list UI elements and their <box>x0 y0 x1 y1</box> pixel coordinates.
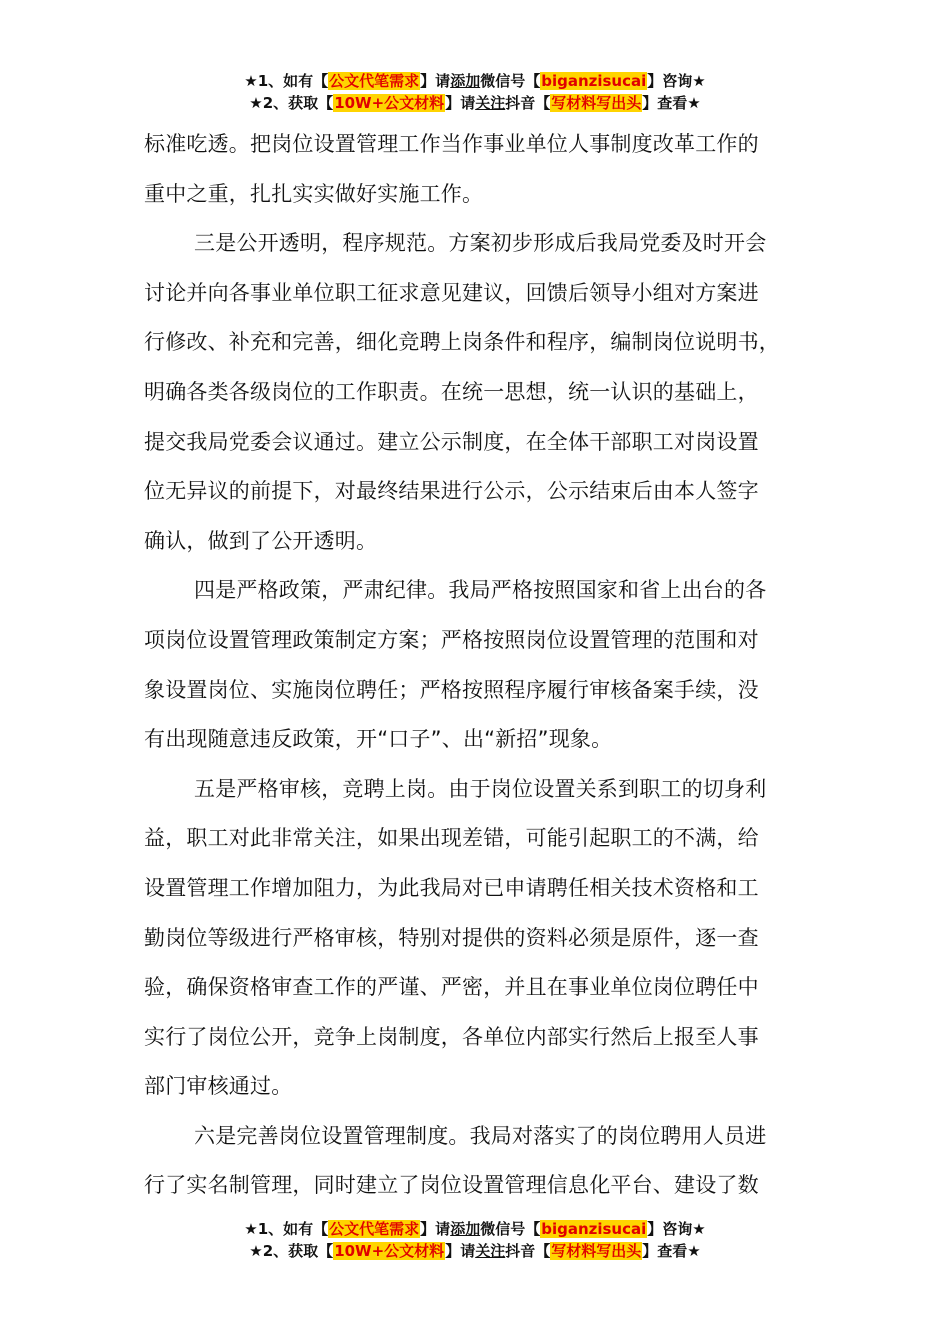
banner-text: 】请 <box>420 1220 451 1238</box>
body-line: 实行了岗位公开，竞争上岗制度，各单位内部实行然后上报至人事 <box>144 1024 759 1049</box>
body-line: 确认，做到了公开透明。 <box>144 528 378 553</box>
banner-text: ★2、获取【 <box>249 1242 334 1260</box>
banner-underlined: 添加 <box>450 1220 481 1238</box>
banner-text: ★1、如有【 <box>244 1220 329 1238</box>
body-line: 益，职工对此非常关注，如果出现差错，可能引起职工的不满，给 <box>144 826 759 851</box>
banner-highlight: 公文代笔需求 <box>329 1220 420 1238</box>
banner-text: 】查看★ <box>642 94 701 112</box>
banner-douyin-id: 写材料写出头 <box>551 1242 642 1260</box>
body-line: 勤岗位等级进行严格审核，特别对提供的资料必须是原件，逐一查 <box>144 925 759 950</box>
paragraph-start: 三是公开透明，程序规范。方案初步形成后我局党委及时开会 <box>194 231 767 256</box>
banner-wechat-id: biganzisucai <box>541 1220 647 1238</box>
body-line: 部门审核通过。 <box>144 1074 293 1099</box>
banner-text: ★1、如有【 <box>244 72 329 90</box>
banner-text: 】咨询★ <box>647 1220 706 1238</box>
body-line: 行了实名制管理，同时建立了岗位设置管理信息化平台、建设了数 <box>144 1173 759 1198</box>
body-line: 提交我局党委会议通过。建立公示制度，在全体干部职工对岗设置 <box>144 429 759 454</box>
body-line: 设置管理工作增加阻力，为此我局对已申请聘任相关技术资格和工 <box>144 875 759 900</box>
banner-highlight: 10W+公文材料 <box>334 94 445 112</box>
footer-banner <box>0 1218 950 1262</box>
banner-highlight: 10W+公文材料 <box>334 1242 445 1260</box>
banner-text: 】咨询★ <box>647 72 706 90</box>
body-line: 行修改、补充和完善，细化竞聘上岗条件和程序，编制岗位说明书， <box>144 330 780 355</box>
body-line: 有出现随意违反政策，开“口子”、出“新招”现象。 <box>144 727 613 752</box>
banner-text: 】请 <box>445 94 476 112</box>
banner-douyin-id: 写材料写出头 <box>551 94 642 112</box>
banner-text: 微信号【 <box>480 1220 541 1238</box>
body-line: 标准吃透。把岗位设置管理工作当作事业单位人事制度改革工作的 <box>144 132 759 156</box>
banner-underlined: 关注 <box>475 94 506 112</box>
body-line: 重中之重，扎扎实实做好实施工作。 <box>144 181 484 206</box>
body-line: 项岗位设置管理政策制定方案；严格按照岗位设置管理的范围和对 <box>144 627 759 652</box>
banner-text: 】请 <box>420 72 451 90</box>
banner-highlight: 公文代笔需求 <box>329 72 420 90</box>
body-line: 明确各类各级岗位的工作职责。在统一思想，统一认识的基础上， <box>144 379 759 404</box>
banner-underlined: 关注 <box>475 1242 506 1260</box>
banner-wechat-id: biganzisucai <box>541 72 647 90</box>
body-line: 验，确保资格审查工作的严谨、严密，并且在事业单位岗位聘任中 <box>144 975 759 1000</box>
body-line: 象设置岗位、实施岗位聘任；严格按照程序履行审核备案手续，没 <box>144 677 759 702</box>
banner-text: 抖音【 <box>505 94 551 112</box>
banner-text: ★2、获取【 <box>249 94 334 112</box>
paragraph-start: 六是完善岗位设置管理制度。我局对落实了的岗位聘用人员进 <box>194 1123 767 1148</box>
paragraph-start: 四是严格政策，严肃纪律。我局严格按照国家和省上出台的各 <box>194 578 767 603</box>
banner-line-2 <box>0 92 950 114</box>
banner-text: 】查看★ <box>642 1242 701 1260</box>
document-body <box>144 120 814 1211</box>
body-line: 讨论并向各事业单位职工征求意见建议，回馈后领导小组对方案进 <box>144 280 759 305</box>
body-line: 位无异议的前提下，对最终结果进行公示，公示结束后由本人签字 <box>144 479 759 504</box>
banner-line-1 <box>0 70 950 92</box>
banner-line-2 <box>0 1240 950 1262</box>
banner-line-1 <box>0 1218 950 1240</box>
header-banner <box>0 70 950 114</box>
banner-text: 微信号【 <box>480 72 541 90</box>
paragraph-start: 五是严格审核，竞聘上岗。由于岗位设置关系到职工的切身利 <box>194 776 767 801</box>
banner-text: 抖音【 <box>505 1242 551 1260</box>
banner-text: 】请 <box>445 1242 476 1260</box>
banner-underlined: 添加 <box>450 72 481 90</box>
